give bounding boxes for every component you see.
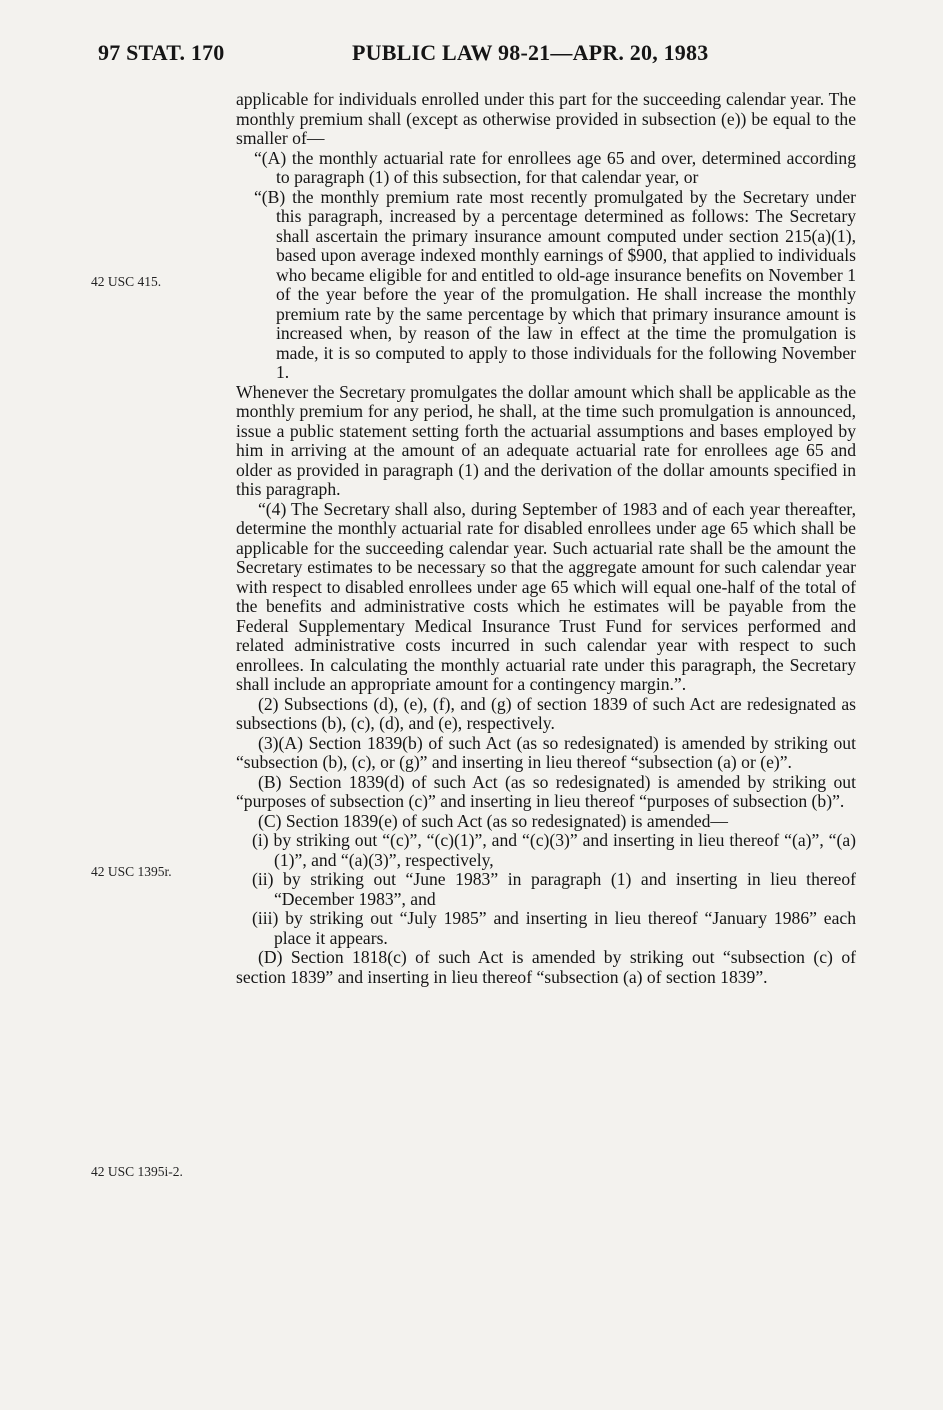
- statute-page-reference: 97 STAT. 170: [98, 40, 225, 65]
- body-text: [236, 90, 856, 987]
- paragraph-subitem: “(A) the monthly actuarial rate for enrollees age 65 and over, determined according to paragraph (1) of this subsection, for that calendar year, or: [254, 147, 856, 187]
- paragraph-subitem: “(B) the monthly premium rate most recently promulgated by the Secretary under this paragraph, increased by a percentage determined as follows: The Secretary shall ascertain the primary insurance amount computed under section 215(a)(1), based upon average indexed monthly earnings of $900, that applied to individuals who became eligible for and entitled to old-age insurance benefits on November 1 of the year before the year of the promulgation. He shall increase the monthly premium rate by the same percentage by which that primary insurance amount is increased when, by reason of the law in effect at the time the promulgation is made, it is so computed to apply to those individuals for the following November 1.: [254, 186, 856, 382]
- paragraph-subitem: (ii) by striking out “June 1983” in paragraph (1) and inserting in lieu thereof “December 1983”, and: [252, 869, 856, 909]
- paragraph: (3)(A) Section 1839(b) of such Act (as so redesignated) is amended by striking out “subsection (b), (c), or (g)” and inserting in lieu thereof “subsection (a) or (e)”.: [236, 732, 856, 772]
- margin-note-citation: 42 USC 1395i-2.: [91, 1164, 183, 1179]
- paragraph: (2) Subsections (d), (e), (f), and (g) of section 1839 of such Act are redesignated as subsections (b), (c), (d), and (e), respectively.: [236, 693, 856, 733]
- paragraph: “(4) The Secretary shall also, during September of 1983 and of each year thereafter, determine the monthly actuarial rate for disabled enrollees under age 65 which shall be applicable for the succeeding calendar year. Such actuarial rate shall be the amount the Secretary estimates to be necessary so that the aggregate amount for such calendar year with respect to disabled enrollees under age 65 which will equal one-half of the total of the benefits and administrative costs which he estimates will be payable from the Federal Supplementary Medical Insurance Trust Fund for services performed and related administrative costs incurred in such calendar year with respect to such enrollees. In calculating the monthly actuarial rate under this paragraph, the Secretary shall include an appropriate amount for a contingency margin.”.: [236, 498, 856, 694]
- paragraph-subitem: (iii) by striking out “July 1985” and inserting in lieu thereof “January 1986” each place it appears.: [252, 908, 856, 948]
- paragraph: (B) Section 1839(d) of such Act (as so redesignated) is amended by striking out “purposes of subsection (c)” and inserting in lieu thereof “purposes of subsection (b)”.: [236, 771, 856, 811]
- margin-note-citation: 42 USC 1395r.: [91, 864, 172, 879]
- paragraph: (D) Section 1818(c) of such Act is amended by striking out “subsection (c) of section 1839” and inserting in lieu thereof “subsection (a) of section 1839”.: [236, 947, 856, 987]
- paragraph: Whenever the Secretary promulgates the dollar amount which shall be applicable as the monthly premium for any period, he shall, at the time such promulgation is announced, issue a public statement setting forth the actuarial assumptions and bases employed by him in arriving at the amount of an adequate actuarial rate for enrollees age 65 and older as provided in paragraph (1) and the derivation of the dollar amounts specified in this paragraph.: [236, 381, 856, 499]
- margin-note-citation: 42 USC 415.: [91, 274, 162, 289]
- paragraph-subitem: (i) by striking out “(c)”, “(c)(1)”, and “(c)(3)” and inserting in lieu thereof “(a)”, “(a)(1)”, and “(a)(3)”, respectively,: [252, 830, 856, 870]
- paragraph: applicable for individuals enrolled under this part for the succeeding calendar year. The monthly premium shall (except as otherwise provided in subsection (e)) be equal to the smaller of—: [236, 89, 856, 148]
- public-law-title: PUBLIC LAW 98-21—APR. 20, 1983: [352, 40, 709, 65]
- paragraph: (C) Section 1839(e) of such Act (as so redesignated) is amended—: [258, 810, 729, 831]
